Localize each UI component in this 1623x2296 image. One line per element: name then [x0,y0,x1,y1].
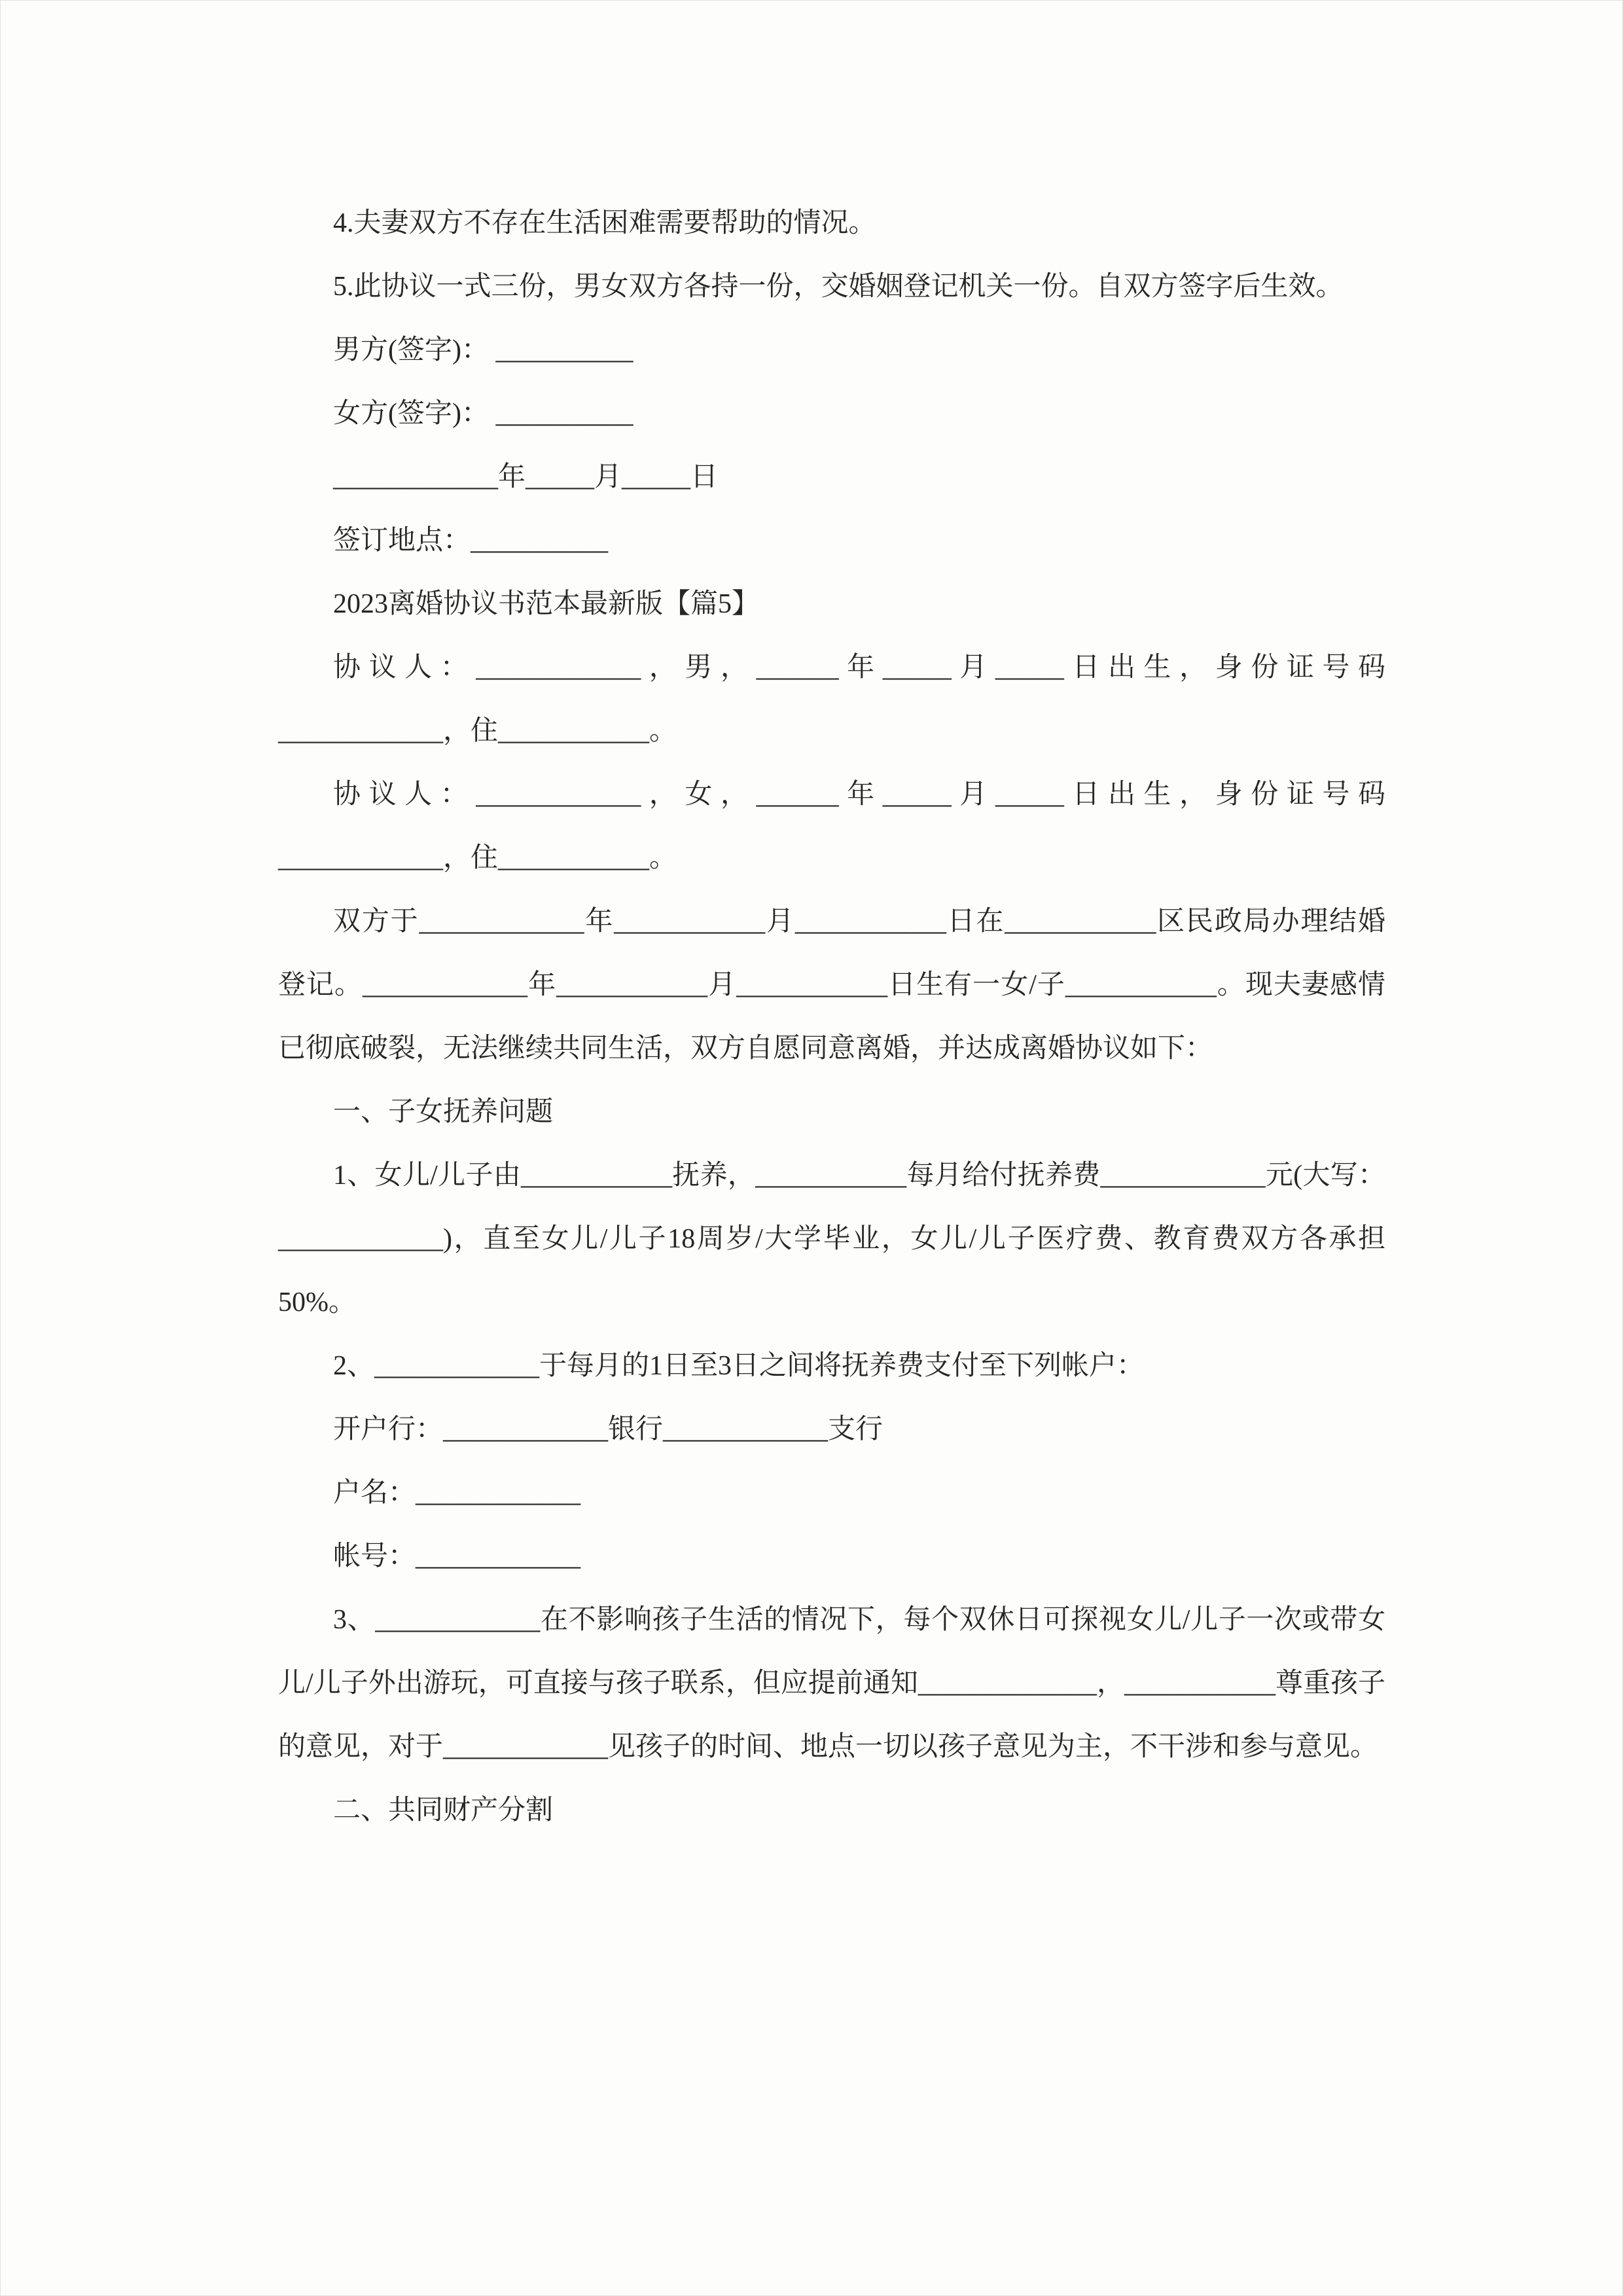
bank-branch-line: 开户行：____________银行____________支行 [333,1414,883,1444]
signing-location-line: 签订地点：__________ [333,526,609,556]
custody-clause-1: 1、女儿/儿子由___________抚养，___________每月给付抚养费____________元(大写：____________)，直至女儿/儿子18周岁/大学毕业，女儿/儿子医疗费、教育费双方各承担50%。 [278,1160,1385,1318]
visitation-clause: 3、____________在不影响孩子生活的情况下，每个双休日可探视女儿/儿子一次或带女儿/儿子外出游玩，可直接与孩子联系，但应提前通知_____________，___________尊重孩子的意见，对于____________见孩子的时间、地点一切以孩子意见为主，不干涉和参与意见。 [278,1605,1385,1762]
custody-clause-2: 2、____________于每月的1日至3日之间将抚养费支付至下列帐户： [333,1351,1145,1381]
signature-line-female: 女方(签字)： __________ [333,399,633,429]
party-b-info: 协议人：____________，女，______年_____月_____日出生，身份证号码____________，住___________。 [278,780,1385,873]
signature-date-line: ____________年_____月_____日 [333,462,719,492]
section-1-heading: 一、子女抚养问题 [333,1097,554,1127]
party-a-info: 协议人：____________，男，______年_____月_____日出生，身份证号码____________，住___________。 [278,653,1385,746]
document-subtitle: 2023离婚协议书范本最新版【篇5】 [333,589,760,619]
clause-4: 4.夫妻双方不存在生活困难需要帮助的情况。 [333,208,876,238]
signature-line-male: 男方(签字)： __________ [333,335,633,365]
section-2-heading: 二、共同财产分割 [333,1795,554,1825]
clause-5: 5.此协议一式三份，男女双方各持一份，交婚姻登记机关一份。自双方签字后生效。 [333,272,1344,302]
account-name-line: 户名：____________ [333,1478,581,1508]
document-body [278,192,1385,1842]
account-number-line: 帐号：____________ [333,1541,581,1571]
marriage-registration-paragraph: 双方于____________年___________月___________日在___________区民政局办理结婚登记。____________年___________月___________日生有一女/子___________。现夫妻感情已彻底破裂，无法继续共同生活，双方自愿同意离婚，并达成离婚协议如下： [278,906,1385,1064]
